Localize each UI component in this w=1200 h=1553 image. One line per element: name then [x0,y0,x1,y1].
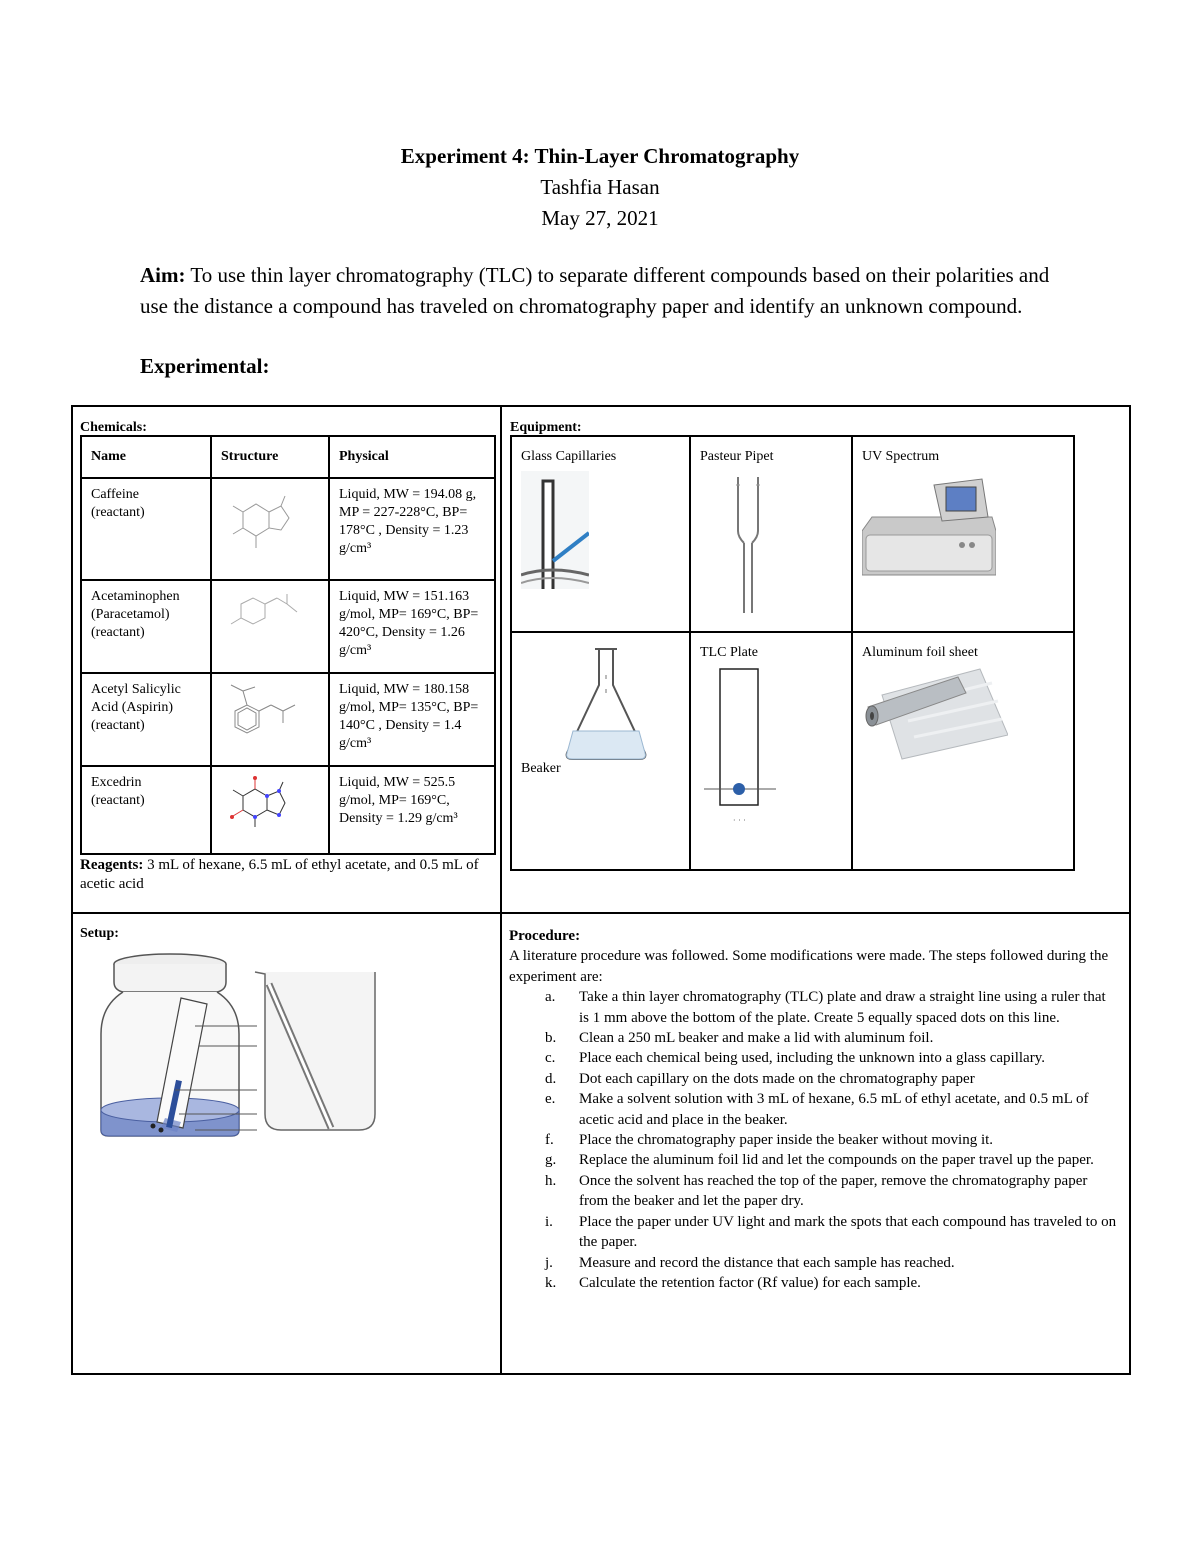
equipment-cell [511,436,690,632]
step-text: Place each chemical being used, including the unknown into a glass capillary. [579,1050,1045,1067]
chemical-physical: Liquid, MW = 525.5 g/mol, MP= 169°C, Density = 1.29 g/cm³ [329,766,495,854]
step-marker: i. [545,1213,553,1230]
step-marker: c. [545,1050,556,1067]
pasteur-pipet-image [700,467,820,613]
setup-label: Setup: [80,926,119,941]
chemical-name: Caffeine [91,487,139,502]
document-title: Experiment 4: Thin-Layer Chromatography [400,144,800,168]
list-item [509,1069,1119,1089]
equipment-cell [511,632,690,870]
list-item [509,1130,1119,1150]
table-divider-vertical [500,405,502,1375]
equipment-name: Beaker [521,761,561,776]
step-text: Clean a 250 mL beaker and make a lid with aluminum foil. [579,1030,934,1047]
procedure-label: Procedure: [509,928,581,944]
chemical-name: Excedrin [91,775,142,790]
table-row [81,580,495,673]
list-item [509,1253,1119,1273]
step-text: Take a thin layer chromatography (TLC) plate and draw a straight line using a ruler that is 1 mm above the bottom of the plate. Create 5 equally spaced dots on this line. [579,989,1106,1026]
chemical-physical: Liquid, MW = 151.163 g/mol, MP= 169°C, BP= 420°C, Density = 1.26 g/cm³ [329,580,495,673]
chemicals-table [80,435,496,855]
equipment-cell [852,436,1074,632]
glass-capillaries-image [521,471,589,589]
step-text: Dot each capillary on the dots made on the chromatography paper [579,1070,975,1087]
step-text: Once the solvent has reached the top of the paper, remove the chromatography paper from the beaker and let the paper dry. [579,1172,1088,1210]
beaker-image [561,645,651,763]
table-row [81,766,495,854]
step-marker: g. [545,1152,557,1169]
equipment-cell [852,632,1074,870]
equipment-name: Pasteur Pipet [700,449,774,464]
caffeine-structure [211,478,329,580]
col-header-structure: Structure [211,436,329,478]
equipment-name: TLC Plate [700,645,758,660]
list-item [509,987,1119,1028]
equipment-name: UV Spectrum [862,449,940,464]
setup-diagram [95,950,385,1140]
chemical-name: Acetyl Salicylic Acid (Aspirin) [91,682,181,715]
chemical-role: (reactant) [91,625,145,640]
chemical-physical: Liquid, MW = 180.158 g/mol, MP= 135°C, BP= 140°C , Density = 1.4 g/cm³ [329,673,495,766]
chemical-name: Acetaminophen (Paracetamol) [91,589,180,622]
equipment-name: Glass Capillaries [521,449,617,464]
equipment-name: Aluminum foil sheet [862,645,978,660]
table-divider-horizontal [71,912,1131,914]
procedure-intro: A literature procedure was followed. Some modifications were made. The steps followed during the experiment are: [509,948,1109,985]
step-text: Calculate the retention factor (Rf value) for each sample. [579,1274,921,1291]
uv-spectrum-image [862,471,996,585]
list-item [509,1150,1119,1170]
step-marker: d. [545,1070,557,1087]
acetaminophen-structure [211,580,329,673]
equipment-label: Equipment: [510,420,582,435]
chemical-role: (reactant) [91,505,145,520]
step-marker: e. [545,1091,556,1108]
procedure-steps [509,987,1119,1293]
table-row [81,673,495,766]
table-row [81,478,495,580]
excedrin-structure [211,766,329,854]
list-item [509,1089,1119,1130]
procedure-section [509,926,1119,1293]
step-marker: a. [545,989,556,1006]
step-text: Make a solvent solution with 3 mL of hexane, 6.5 mL of ethyl acetate, and 0.5 mL of acetic acid and place in the beaker. [579,1091,1089,1128]
author-name: Tashfia Hasan [540,175,660,199]
chemical-physical: Liquid, MW = 194.08 g, MP = 227-228°C, BP= 178°C , Density = 1.23 g/cm³ [329,478,495,580]
reagents-value: 3 mL of hexane, 6.5 mL of ethyl acetate, and 0.5 mL of acetic acid [80,857,479,892]
experimental-heading: Experimental: [140,354,270,378]
document-date: May 27, 2021 [541,206,659,230]
list-item [509,1212,1119,1253]
aim-paragraph [140,260,1080,322]
step-text: Replace the aluminum foil lid and let the compounds on the paper travel up the paper. [579,1152,1094,1169]
tlc-plate-image [700,665,790,825]
list-item [509,1028,1119,1048]
aluminum-foil-image [862,665,1008,761]
chemicals-label: Chemicals: [80,420,147,435]
list-item [509,1273,1119,1293]
col-header-name: Name [81,436,211,478]
aspirin-structure [211,673,329,766]
reagents-text [80,856,480,894]
reagents-label: Reagents: [80,857,144,873]
step-marker: f. [545,1132,554,1149]
step-text: Measure and record the distance that each sample has reached. [579,1254,955,1271]
aim-label: Aim: [140,263,186,287]
step-marker: b. [545,1030,557,1047]
col-header-physical: Physical [329,436,495,478]
step-marker: j. [545,1254,553,1271]
chemical-role: (reactant) [91,718,145,733]
step-marker: k. [545,1274,557,1291]
equipment-cell [690,632,852,870]
step-text: Place the paper under UV light and mark the spots that each compound has traveled to on the paper. [579,1213,1117,1251]
svg-text:· · ·: · · · [733,816,746,825]
equipment-table [510,435,1075,871]
chemical-role: (reactant) [91,793,145,808]
step-text: Place the chromatography paper inside the beaker without moving it. [579,1132,994,1149]
aim-text: To use thin layer chromatography (TLC) to separate different compounds based on their polarities and use the distance a compound has traveled on chromatography paper and identify an unknown compound. [140,263,1050,318]
list-item [509,1171,1119,1212]
list-item [509,1048,1119,1068]
equipment-cell [690,436,852,632]
step-marker: h. [545,1172,557,1189]
